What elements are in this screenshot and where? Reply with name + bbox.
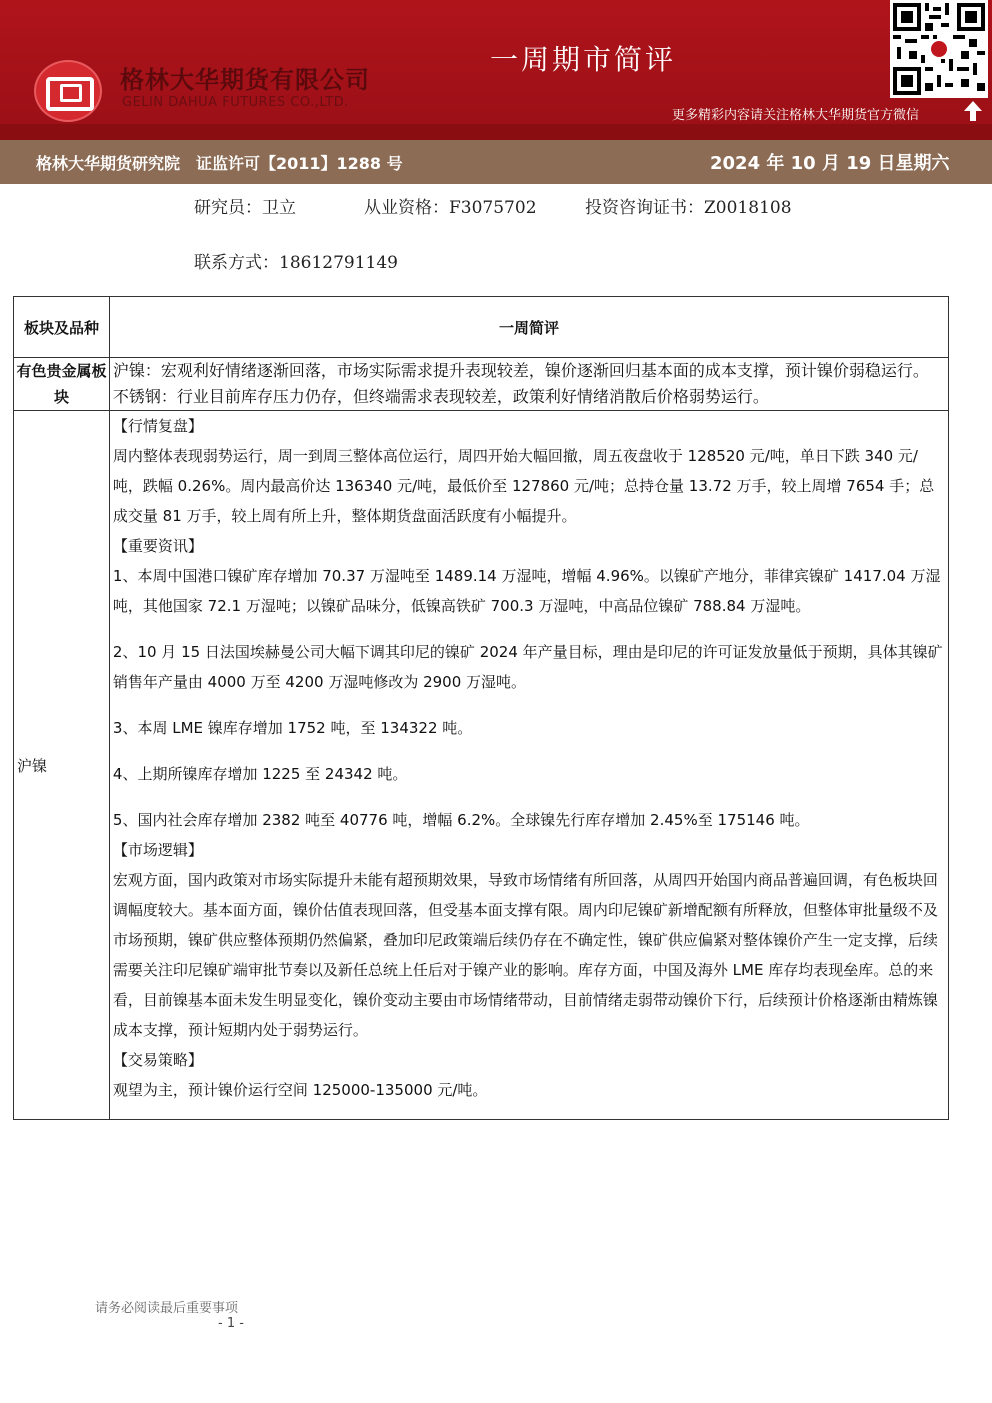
qr-code-icon[interactable] — [890, 0, 988, 98]
product-name-nickel: 沪镍 — [14, 411, 110, 1120]
wechat-follow-note: 更多精彩内容请关注格林大华期货官方微信 — [672, 108, 920, 123]
trading-strategy-text: 观望为主，预计镍价运行空间 125000-135000 元/吨。 — [112, 1081, 488, 1099]
column-header-review: 一周简评 — [109, 297, 948, 358]
news-section-title: 【重要资讯】 — [112, 537, 203, 555]
certificate-number: 投资咨询证书：Z0018108 — [585, 198, 792, 218]
news-item: 5、国内社会库存增加 2382 吨至 40776 吨，增幅 6.2%。全球镍先行库存增加 2.45%至 175146 吨。 — [112, 811, 810, 829]
header-banner-strip — [0, 124, 992, 140]
sector-line-nickel: 沪镍：宏观利好情绪逐渐回落，市场实际需求提升表现较差，镍价逐渐回归基本面的成本支撑，预计镍价弱稳运行。 — [112, 361, 929, 380]
logic-section-title: 【市场逻辑】 — [112, 841, 203, 859]
company-name-cn: 格林大华期货有限公司 — [120, 66, 370, 94]
review-section-title: 【行情复盘】 — [112, 417, 203, 435]
sector-row — [14, 358, 949, 411]
page-number: - 1 - — [218, 1316, 244, 1331]
footer-disclaimer-note: 请务必阅读最后重要事项 — [95, 1301, 239, 1316]
up-arrow-icon — [962, 100, 984, 122]
strategy-section-title: 【交易策略】 — [112, 1051, 203, 1069]
report-date: 2024 年 10 月 19 日星期六 — [710, 153, 950, 174]
sector-name: 有色贵金属板块 — [14, 358, 110, 411]
company-logo-icon — [34, 60, 102, 122]
sector-summary — [109, 358, 948, 411]
news-item: 2、10 月 15 日法国埃赫曼公司大幅下调其印尼的镍矿 2024 年产量目标，理由是印尼的许可证发放量低于预期，具体其镍矿销售年产量由 4000 万至 4200 万湿吨修改为 2900 万湿吨。 — [112, 643, 943, 691]
market-review-text: 周内整体表现弱势运行，周一到周三整体高位运行，周四开始大幅回撤，周五夜盘收于 128520 元/吨，单日下跌 340 元/吨，跌幅 0.26%。周内最高价达 136340 元/吨，最低价至 127860 元/吨；总持仓量 13.72 万手，较上周增 7654 手；总成交量 81 万手，较上周有所上升，整体期货盘面活跃度有小幅提升。 — [112, 447, 935, 525]
qualification-number: 从业资格：F3075702 — [364, 198, 537, 218]
news-item: 1、本周中国港口镍矿库存增加 70.37 万湿吨至 1489.14 万湿吨，增幅 4.96%。以镍矿产地分，菲律宾镍矿 1417.04 万湿吨，其他国家 72.1 万湿吨；以镍矿品味分，低镍高铁矿 700.3 万湿吨，中高品位镍矿 788.84 万湿吨。 — [112, 567, 941, 615]
sector-line-stainless: 不锈钢：行业目前库存压力仍存，但终端需求表现较差，政策利好情绪消散后价格弱势运行。 — [112, 387, 769, 406]
weekly-review-table — [13, 296, 949, 1120]
market-logic-text: 宏观方面，国内政策对市场实际提升未能有超预期效果，导致市场情绪有所回落，从周四开始国内商品普遍回调，有色板块回调幅度较大。基本面方面，镍价估值表现回落，但受基本面支撑有限。周内印尼镍矿新增配额有所释放，但整体审批量级不及市场预期，镍矿供应整体预期仍然偏紧，叠加印尼政策端后续仍存在不确定性，镍矿供应偏紧对整体镍价产生一定支撑，后续需要关注印尼镍矿端审批节奏以及新任总统上任后对于镍产业的影响。库存方面，中国及海外 LME 库存均表现垒库。总的来看，目前镍基本面未发生明显变化，镍价变动主要由市场情绪带动，目前情绪走弱带动镍价下行，后续预计价格逐渐由精炼镍成本支撑，预计短期内处于弱势运行。 — [112, 871, 938, 1039]
column-header-sector: 板块及品种 — [14, 297, 110, 358]
researcher-name: 研究员：卫立 — [194, 198, 296, 218]
company-name-en: GELIN DAHUA FUTURES CO.,LTD. — [122, 95, 349, 110]
institute-license: 格林大华期货研究院 证监许可【2011】1288 号 — [36, 154, 403, 173]
report-title: 一周期市简评 — [490, 43, 677, 76]
table-header-row — [14, 297, 949, 358]
nickel-review — [109, 411, 948, 1120]
news-item: 4、上期所镍库存增加 1225 至 24342 吨。 — [112, 765, 408, 783]
nickel-row — [14, 411, 949, 1120]
news-item: 3、本周 LME 镍库存增加 1752 吨，至 134322 吨。 — [112, 719, 473, 737]
contact-info: 联系方式：18612791149 — [194, 253, 398, 273]
